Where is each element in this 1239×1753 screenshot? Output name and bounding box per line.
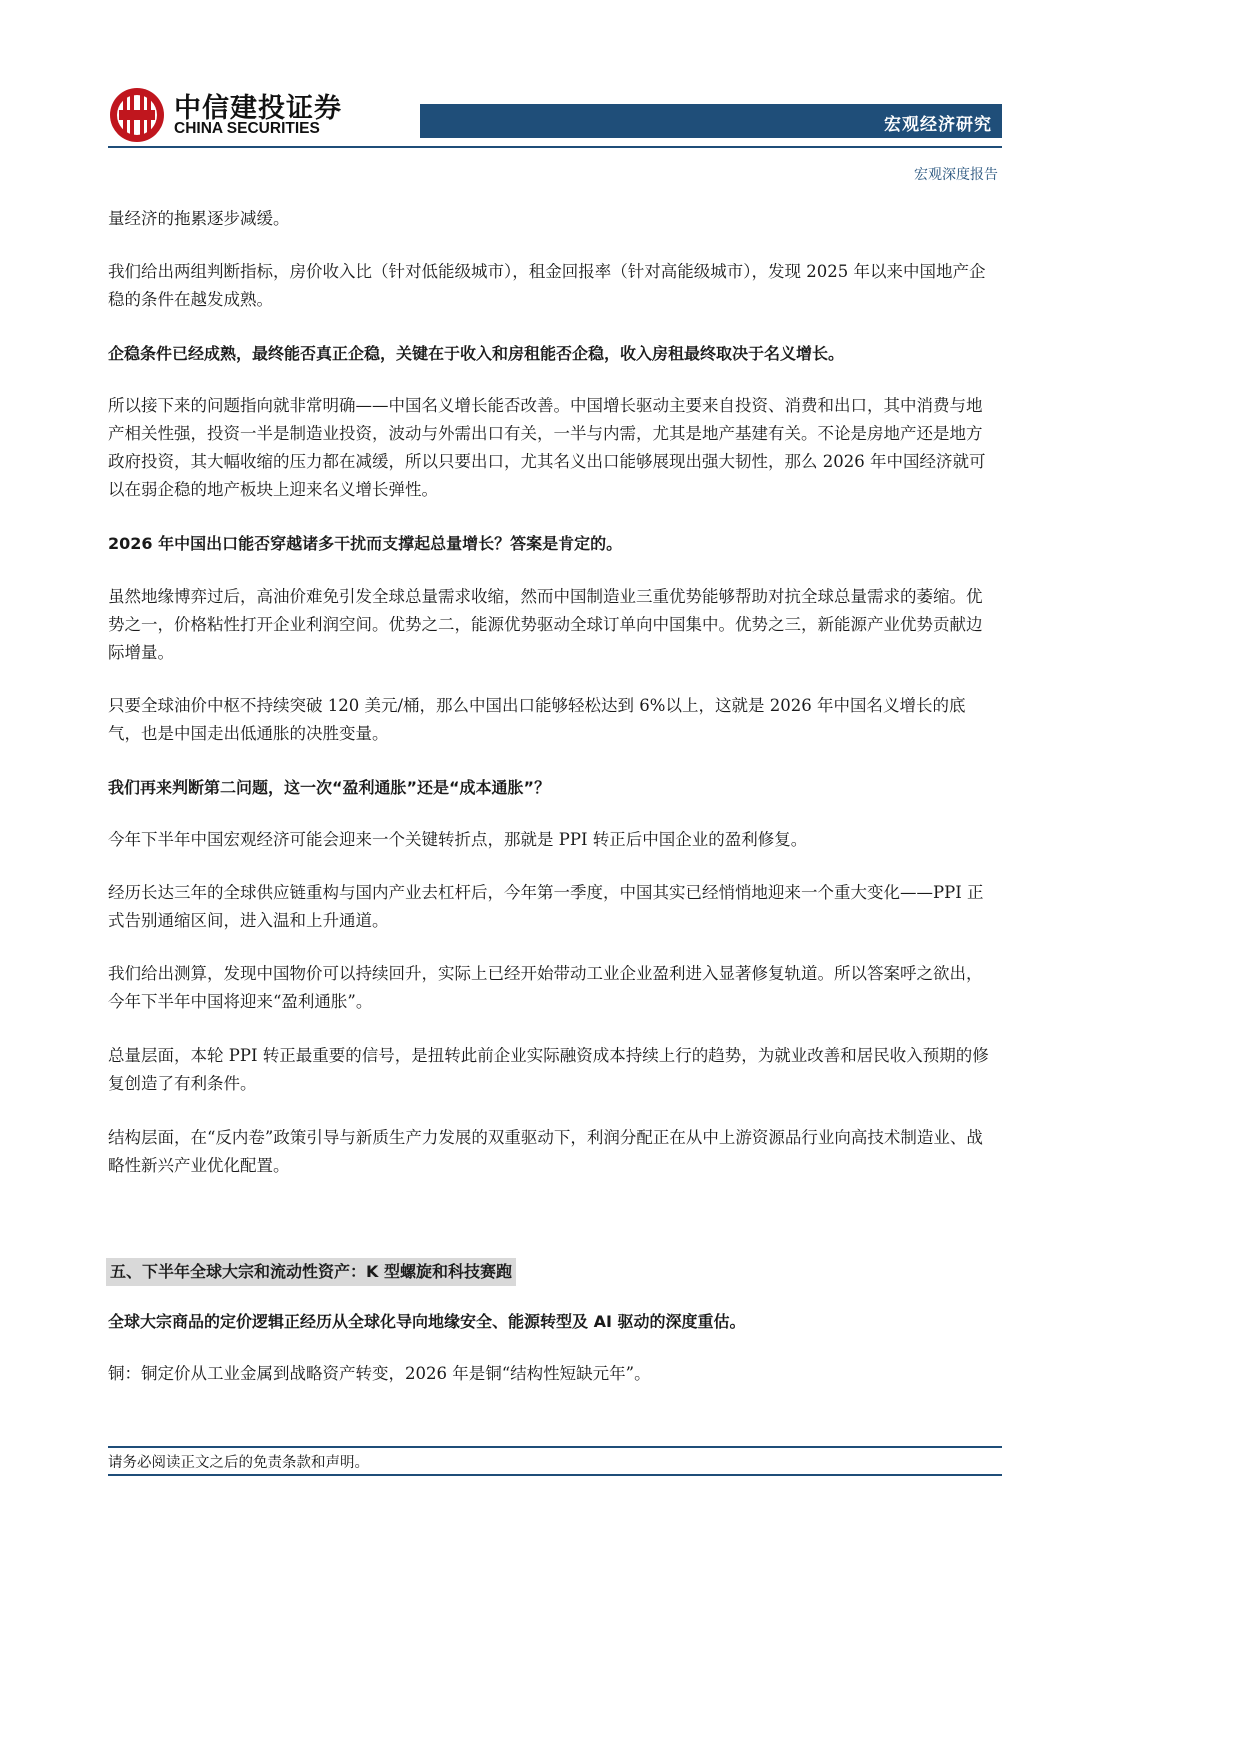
paragraph-10: 经历长达三年的全球供应链重构与国内产业去杠杆后，今年第一季度，中国其实已经悄悄地迎来一个重大变化——PPI 正式告别通缩区间，进入温和上升通道。: [108, 883, 984, 930]
report-type-label: 宏观深度报告: [914, 167, 998, 183]
header-divider: [108, 146, 1002, 148]
footer-divider-top: [108, 1446, 1002, 1448]
paragraph-4: 所以接下来的问题指向就非常明确——中国名义增长能否改善。中国增长驱动主要来自投资、消费和出口，其中消费与地产相关性强，投资一半是制造业投资，波动与外需出口有关，一半与内需，尤其是地产基建有关。不论是房地产还是地方政府投资，其大幅收缩的压力都在减缓，所以只要出口，尤其名义出口能够展现出强大韧性，那么 2026 年中国经济就可以在弱企稳的地产板块上迎来名义增长弹性。: [108, 396, 986, 499]
paragraph-11: 我们给出测算，发现中国物价可以持续回升，实际上已经开始带动工业企业盈利进入显著修复轨道。所以答案呼之欲出，今年下半年中国将迎来“盈利通胀”。: [108, 964, 983, 1011]
section-banner: [420, 104, 1002, 138]
paragraph-7: 只要全球油价中枢不持续突破 120 美元/桶，那么中国出口能够轻松达到 6%以上，这就是 2026 年中国名义增长的底气，也是中国走出低通胀的决胜变量。: [108, 696, 966, 743]
section-heading: 五、下半年全球大宗和流动性资产：K 型螺旋和科技赛跑: [106, 1258, 516, 1286]
footer-disclaimer: 请务必阅读正文之后的免责条款和声明。: [108, 1455, 369, 1471]
logo-english-name: CHINA SECURITIES: [174, 120, 320, 137]
paragraph-2: 我们给出两组判断指标，房价收入比（针对低能级城市），租金回报率（针对高能级城市），发现 2025 年以来中国地产企稳的条件在越发成熟。: [108, 262, 986, 309]
china-securities-logo-icon: [108, 86, 166, 144]
bold-paragraph-8: 我们再来判断第二问题，这一次“盈利通胀”还是“成本通胀”？: [108, 778, 551, 797]
logo-chinese-name: 中信建投证券: [174, 93, 342, 124]
bold-paragraph-14: 全球大宗商品的定价逻辑正经历从全球化导向地缘安全、能源转型及 AI 驱动的深度重估。: [108, 1312, 746, 1331]
bold-paragraph-5: 2026 年中国出口能否穿越诸多干扰而支撑起总量增长？答案是肯定的。: [108, 534, 623, 553]
bold-paragraph-3: 企稳条件已经成熟，最终能否真正企稳，关键在于收入和房租能否企稳，收入房租最终取决于名义增长。: [108, 344, 845, 363]
paragraph-9: 今年下半年中国宏观经济可能会迎来一个关键转折点，那就是 PPI 转正后中国企业的盈利修复。: [108, 830, 808, 849]
paragraph-13: 结构层面，在“反内卷”政策引导与新质生产力发展的双重驱动下，利润分配正在从中上游资源品行业向高技术制造业、战略性新兴产业优化配置。: [108, 1128, 983, 1175]
paragraph-6: 虽然地缘博弈过后，高油价难免引发全球总量需求收缩，然而中国制造业三重优势能够帮助对抗全球总量需求的萎缩。优势之一，价格粘性打开企业利润空间。优势之二，能源优势驱动全球订单向中国集中。优势之三，新能源产业优势贡献边际增量。: [108, 587, 983, 662]
paragraph-15: 铜：铜定价从工业金属到战略资产转变，2026 年是铜“结构性短缺元年”。: [108, 1364, 651, 1383]
section-label: 宏观经济研究: [884, 115, 992, 135]
footer-divider-bottom: [108, 1474, 1002, 1476]
company-logo: [108, 84, 348, 144]
paragraph-12: 总量层面，本轮 PPI 转正最重要的信号，是扭转此前企业实际融资成本持续上行的趋势，为就业改善和居民收入预期的修复创造了有利条件。: [108, 1046, 989, 1093]
paragraph-1: 量经济的拖累逐步减缓。: [108, 209, 290, 228]
